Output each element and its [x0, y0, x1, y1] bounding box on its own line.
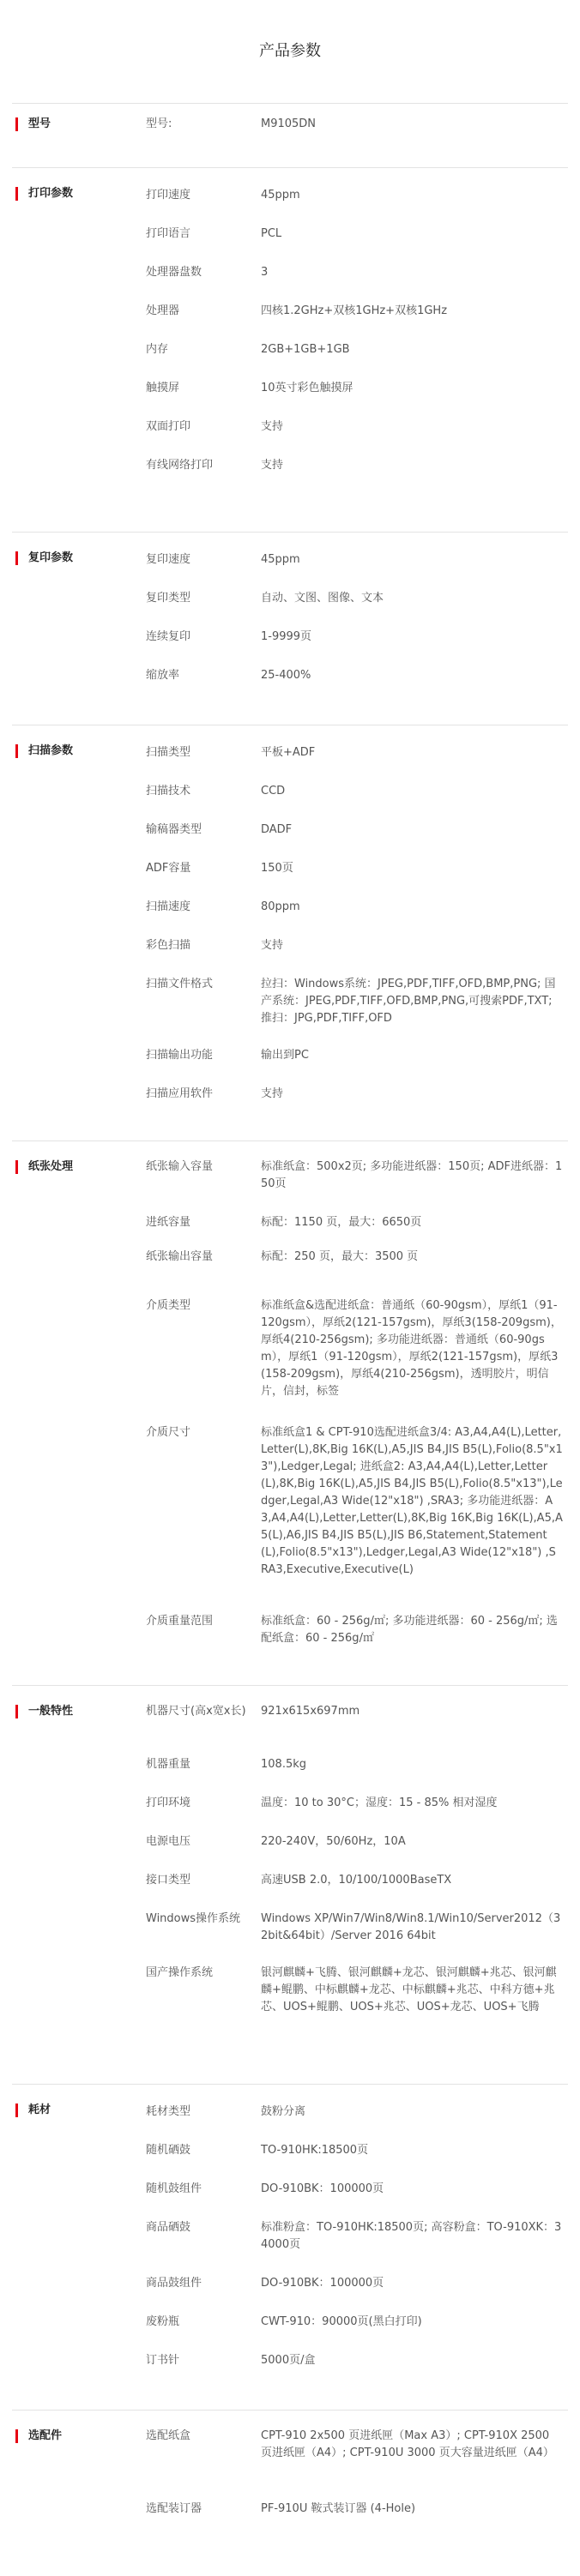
section-consumables	[12, 2084, 568, 2405]
param-label: 扫描文件格式	[146, 978, 214, 990]
param-value: M9105DN	[261, 117, 317, 130]
param-label: 介质重量范围	[146, 1615, 214, 1628]
param-label: 商品鼓组件	[146, 2277, 202, 2290]
param-value: 标准纸盒1 & CPT-910选配进纸盒3/4: A3,A4,A4(L),Letter,Letter(L),8K,Big 16K(L),A5,JIS B4,JIS B5(L),Folio(8.5"x13"),Ledger,Legal; 进纸盒2: A3,A4,A4(L),Letter,Letter(L),8K,Big 16K(L),A5,JIS B4,JIS B5(L),Folio(8.5"x13"),Ledger,Legal,A3 Wide(12"x18") ,SRA3; 多功能进纸器：A3,A4,A4(L),Letter,Letter(L),8K,Big 16K,Big 16K(L),A5,A5(L),A6,JIS B4,JIS B5(L),JIS B6,Statement,Statement(L),Folio(8.5"x13"),Ledger,Legal,A3 Wide(12"x18") ,SRA3,Executive,Executive(L)	[261, 1426, 563, 1576]
param-label: 扫描类型	[146, 746, 191, 759]
param-label: 商品硒鼓	[146, 2221, 191, 2234]
param-value: 银河麒麟+飞腾、银河麒麟+龙芯、银河麒麟+兆芯、银河麒麟+鲲鹏、中标麒麟+龙芯、中标麒麟+兆芯、中科方德+兆芯、UOS+鲲鹏、UOS+兆芯、UOS+龙芯、UOS+飞腾	[261, 1966, 557, 2013]
page-title: 产品参数	[259, 42, 321, 60]
param-label: 打印速度	[146, 189, 191, 202]
param-label: 型号:	[146, 117, 172, 130]
section-heading: 复印参数	[15, 551, 73, 565]
param-value: DO-910BK：100000页	[261, 2182, 384, 2195]
section-scan	[12, 725, 568, 1141]
param-label: 随机鼓组件	[146, 2182, 202, 2195]
param-label: 接口类型	[146, 1874, 191, 1887]
param-label: ADF容量	[146, 862, 191, 875]
section-heading: 一般特性	[15, 1705, 73, 1718]
section-heading: 纸张处理	[15, 1160, 73, 1174]
param-label: 连续复印	[146, 630, 191, 643]
param-label: 处理器盘数	[146, 266, 202, 279]
param-value: 5000页/盒	[261, 2354, 316, 2367]
param-label: 内存	[146, 343, 169, 356]
param-label: 双面打印	[146, 420, 191, 433]
param-label: 复印类型	[146, 592, 191, 605]
section-model	[12, 103, 568, 166]
section-heading: 打印参数	[15, 187, 73, 201]
param-value: 标配：250 页，最大：3500 页	[261, 1250, 419, 1263]
param-value: 自动、文图、图像、文本	[261, 592, 384, 605]
param-value: TO-910HK:18500页	[261, 2144, 369, 2157]
param-label: 电源电压	[146, 1835, 191, 1848]
param-label: 纸张输出容量	[146, 1250, 214, 1263]
param-label: 扫描技术	[146, 785, 191, 797]
param-value: 921x615x697mm	[261, 1705, 360, 1718]
section-paper	[12, 1141, 568, 1689]
param-value: 高速USB 2.0，10/100/1000BaseTX	[261, 1874, 452, 1887]
param-value: CPT-910 2x500 页进纸匣（Max A3）; CPT-910X 2500 页进纸匣（A4）; CPT-910U 3000 页大容量进纸匣（A4）	[261, 2429, 554, 2459]
param-label: Windows操作系统	[146, 1912, 241, 1925]
param-value: CCD	[261, 785, 286, 797]
param-value: DADF	[261, 823, 293, 836]
section-print	[12, 167, 568, 519]
section-options	[12, 2410, 568, 2576]
section-general	[12, 1685, 568, 2084]
param-label: 选配装订器	[146, 2502, 202, 2515]
param-value: PF-910U 鞍式装订器 (4-Hole)	[261, 2502, 416, 2515]
param-label: 扫描输出功能	[146, 1049, 214, 1062]
param-label: 进纸容量	[146, 1216, 191, 1229]
param-label: 选配纸盒	[146, 2429, 191, 2442]
param-value: 1-9999页	[261, 630, 312, 643]
param-value: 温度：10 to 30°C；湿度：15 - 85% 相对湿度	[261, 1797, 498, 1809]
param-label: 缩放率	[146, 669, 180, 682]
param-label: 纸张输入容量	[146, 1160, 214, 1173]
param-value: CWT-910：90000页(黑白打印)	[261, 2315, 422, 2328]
param-value: 四核1.2GHz+双核1GHz+双核1GHz	[261, 304, 448, 317]
param-value: 150页	[261, 862, 293, 875]
param-label: 废粉瓶	[146, 2315, 180, 2328]
param-label: 随机硒鼓	[146, 2144, 191, 2157]
param-value: 标配：1150 页，最大：6650页	[261, 1216, 422, 1229]
param-label: 耗材类型	[146, 2105, 191, 2118]
param-value: 拉扫：Windows系统：JPEG,PDF,TIFF,OFD,BMP,PNG; 国产系统：JPEG,PDF,TIFF,OFD,BMP,PNG,可搜索PDF,TXT; 推扫：JPG,PDF,TIFF,OFD	[261, 978, 556, 1025]
param-value: 45ppm	[261, 553, 300, 566]
param-label: 机器重量	[146, 1758, 191, 1771]
param-value: 3	[261, 266, 269, 279]
param-label: 彩色扫描	[146, 939, 191, 952]
param-value: 2GB+1GB+1GB	[261, 343, 350, 356]
section-heading: 耗材	[15, 2104, 51, 2117]
param-label: 打印环境	[146, 1797, 191, 1809]
param-label: 触摸屏	[146, 382, 180, 394]
param-label: 机器尺寸(高x宽x长)	[146, 1705, 246, 1718]
param-value: 25-400%	[261, 669, 311, 682]
param-label: 输稿器类型	[146, 823, 202, 836]
param-label: 扫描速度	[146, 900, 191, 913]
param-value: 45ppm	[261, 189, 300, 202]
section-heading: 扫描参数	[15, 744, 73, 758]
param-label: 处理器	[146, 304, 180, 317]
param-value: 鼓粉分离	[261, 2105, 306, 2118]
param-value: 支持	[261, 459, 284, 472]
param-value: 输出到PC	[261, 1049, 309, 1062]
section-copy	[12, 532, 568, 725]
param-value: 支持	[261, 1087, 284, 1100]
section-heading: 选配件	[15, 2429, 62, 2443]
param-label: 订书针	[146, 2354, 180, 2367]
param-value: 220-240V，50/60Hz，10A	[261, 1835, 406, 1848]
param-value: 10英寸彩色触摸屏	[261, 382, 353, 394]
param-label: 有线网络打印	[146, 459, 214, 472]
param-value: 标准粉盒：TO-910HK:18500页; 高容粉盒：TO-910XK：34000页	[261, 2221, 562, 2251]
param-label: 介质类型	[146, 1299, 191, 1312]
param-value: 标准纸盒：60 - 256g/㎡; 多功能进纸器：60 - 256g/㎡; 选配纸盒：60 - 256g/㎡	[261, 1615, 558, 1645]
param-value: 80ppm	[261, 900, 300, 913]
param-label: 打印语言	[146, 227, 191, 240]
param-value: 平板+ADF	[261, 746, 316, 759]
param-value: Windows XP/Win7/Win8/Win8.1/Win10/Server2012（32bit&64bit）/Server 2016 64bit	[261, 1912, 561, 1942]
param-label: 扫描应用软件	[146, 1087, 214, 1100]
section-heading: 型号	[15, 117, 51, 131]
param-value: 支持	[261, 420, 284, 433]
param-label: 复印速度	[146, 553, 191, 566]
param-value: 支持	[261, 939, 284, 952]
param-label: 介质尺寸	[146, 1426, 191, 1439]
param-value: 标准纸盒：500x2页; 多功能进纸器：150页; ADF进纸器：150页	[261, 1160, 563, 1190]
param-value: 标准纸盒&选配进纸盒：普通纸（60-90gsm），厚纸1（91-120gsm），厚纸2(121-157gsm)，厚纸3(158-209gsm)，厚纸4(210-256gsm); 多功能进纸器：普通纸（60-90gsm），厚纸1（91-120gsm），厚纸2(121-157gsm)，厚纸3(158-209gsm)，厚纸4(210-256gsm)，透明胶片，明信片，信封，标签	[261, 1299, 562, 1398]
param-value: PCL	[261, 227, 282, 240]
param-value: 108.5kg	[261, 1758, 306, 1771]
param-label: 国产操作系统	[146, 1966, 214, 1979]
param-value: DO-910BK：100000页	[261, 2277, 384, 2290]
